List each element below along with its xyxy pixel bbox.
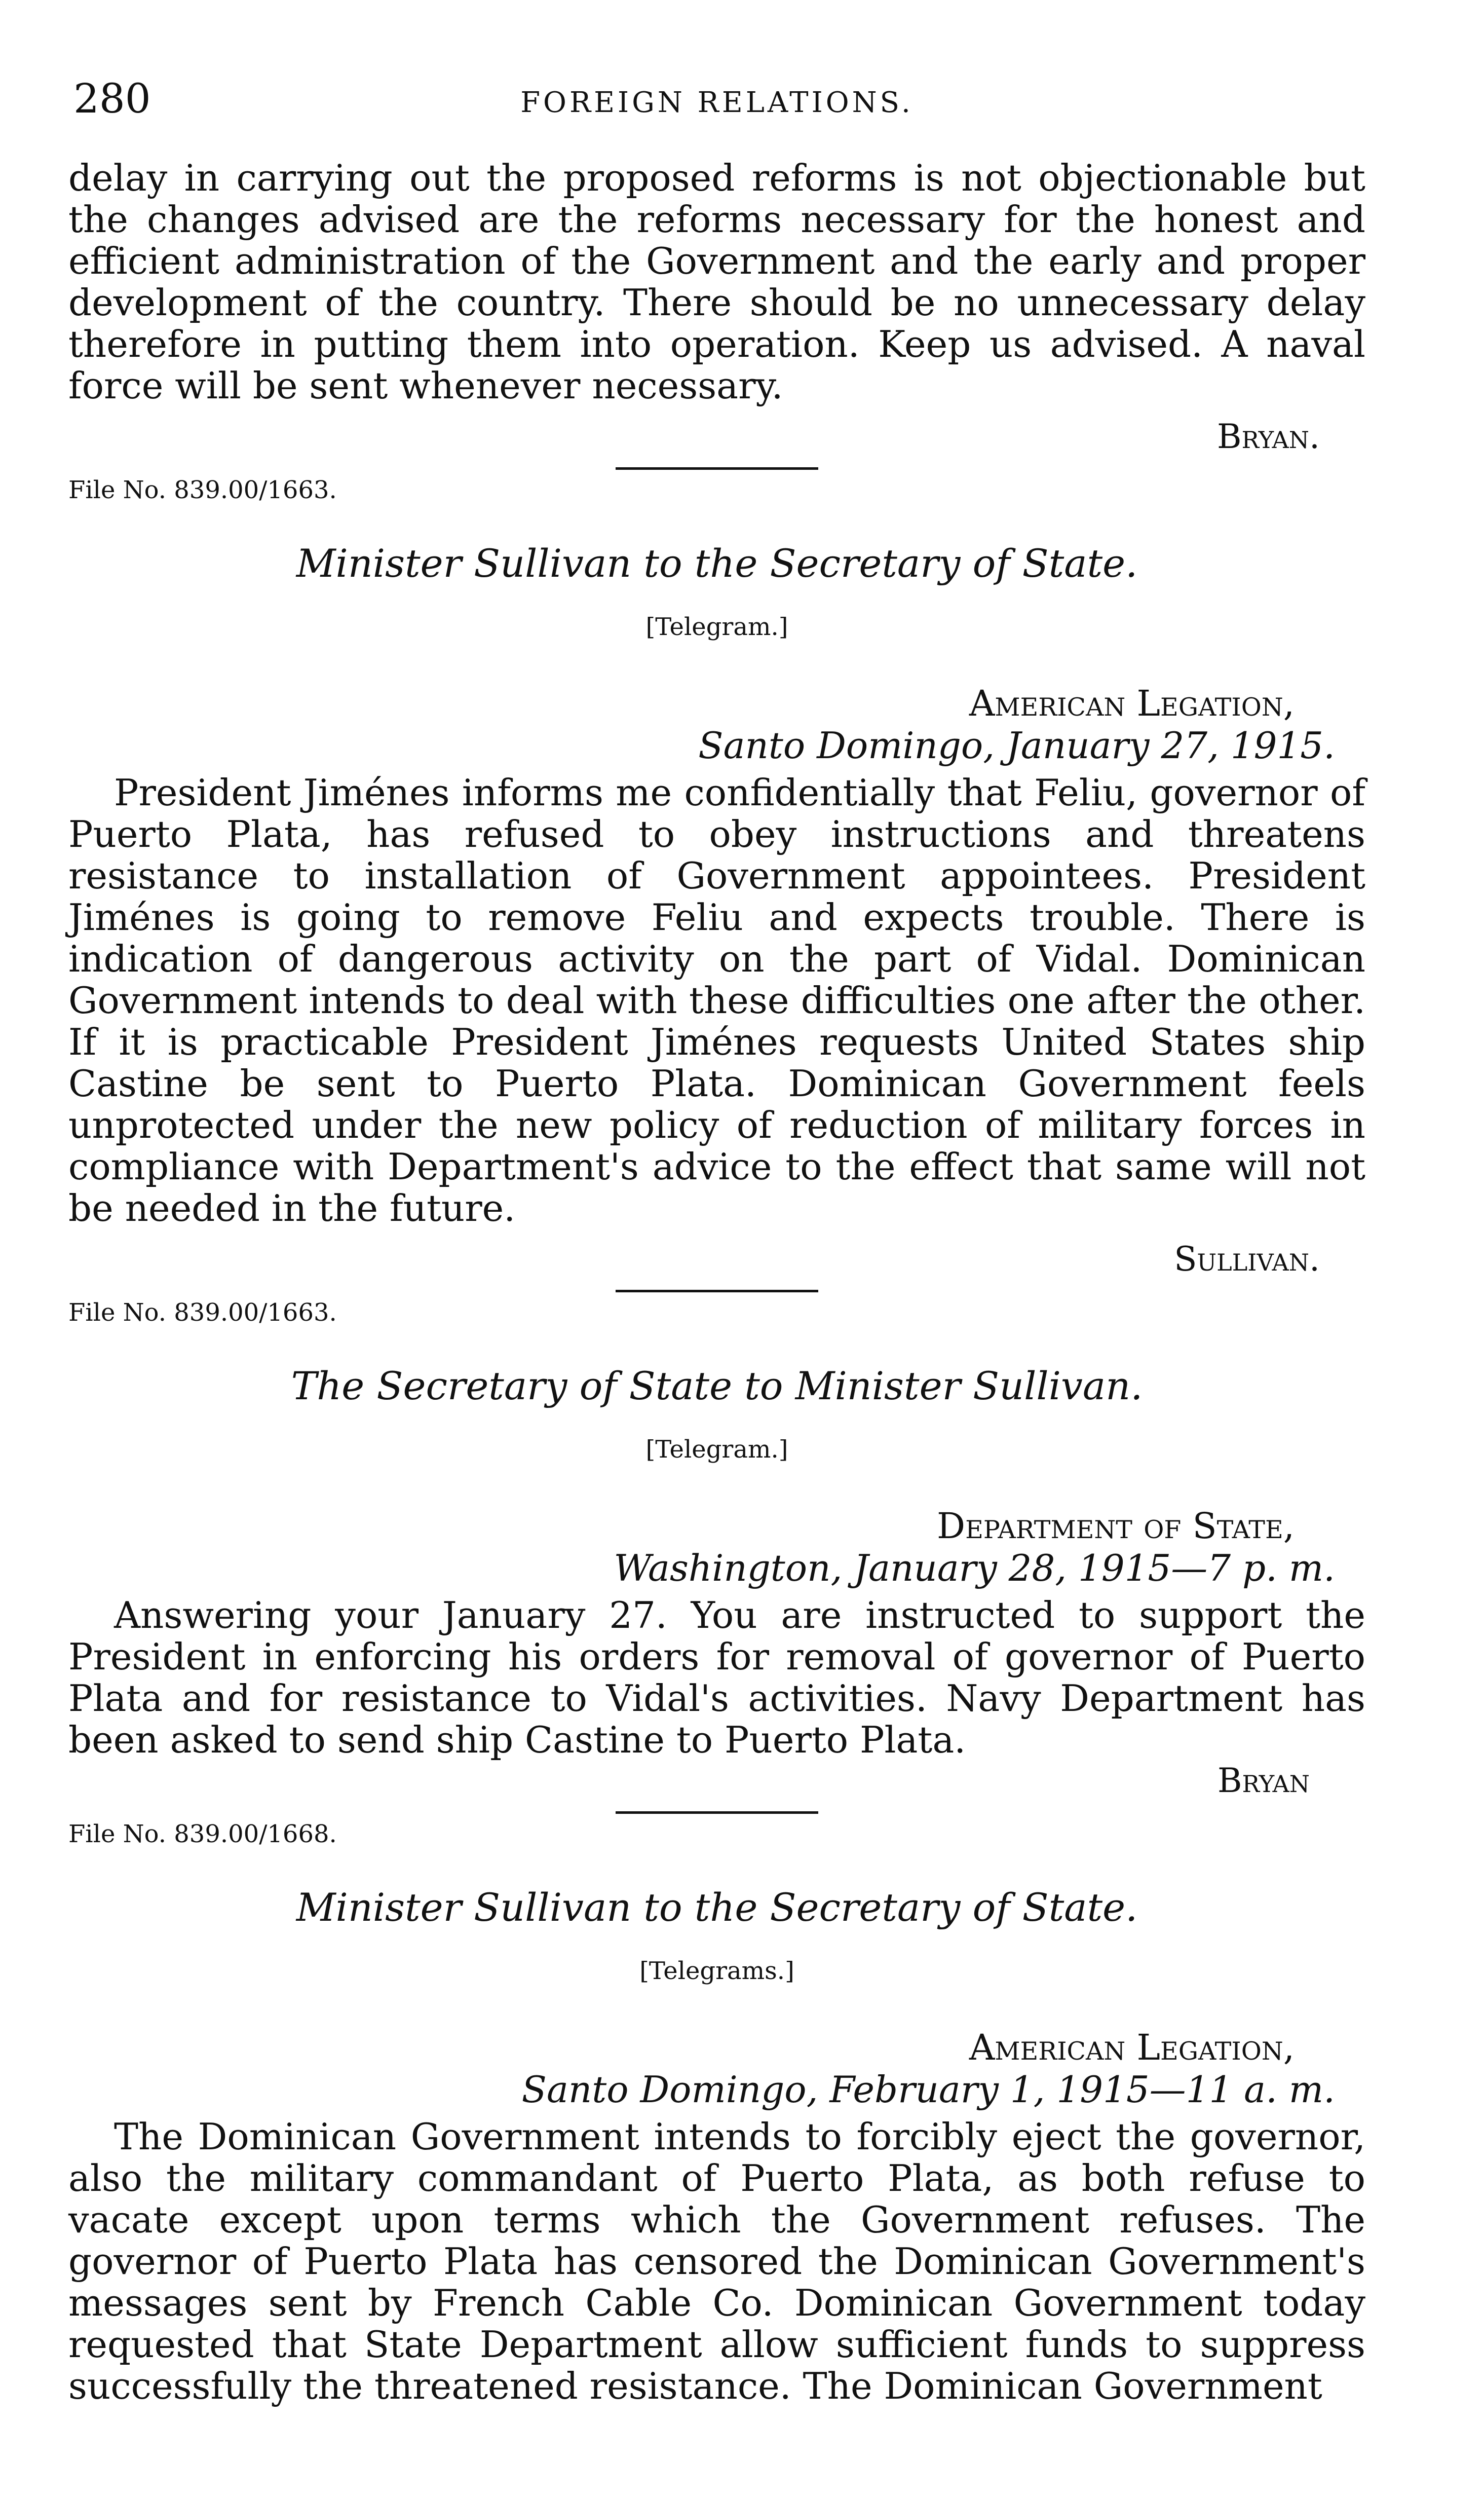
document-kind: [Telegrams.] [639, 1957, 794, 1985]
sender-address: American Legation, [969, 2027, 1295, 2068]
dateline: Santo Domingo, January 27, 1915. [698, 724, 1335, 767]
sender-address: American Legation, [969, 683, 1295, 724]
document-title: Minister Sullivan to the Secretary of State. [296, 541, 1138, 586]
document-title: Minister Sullivan to the Secretary of State. [296, 1885, 1138, 1930]
telegram-body: The Dominican Government intends to forcibly eject the governor, also the military commandant of Puerto Plata, as both refuse to vacate except upon terms which the Government refuses. The governor of Puerto Plata has censored the Dominican Government's messages sent by French Cable Co. Dominican Government today requested that State Department allow sufficient funds to suppress successfully the threatened resistance. The Dominican Government [68, 2115, 1365, 2407]
dateline: Washington, January 28, 1915—7 p. m. [614, 1547, 1335, 1589]
document-kind: [Telegram.] [645, 613, 788, 641]
document-title: The Secretary of State to Minister Sullivan. [291, 1363, 1143, 1408]
file-number: File No. 839.00/1663. [68, 1298, 337, 1327]
section-divider [616, 1811, 818, 1814]
telegram-body: Answering your January 27. You are instructed to support the President in enforcing his orders for removal of governor of Puerto Plata and for resistance to Vidal's activities. Navy Department has been asked to send ship Castine to Puerto Plata. [68, 1594, 1365, 1761]
page-header [68, 73, 1365, 129]
sender-address: Department of State, [936, 1505, 1295, 1547]
continued-paragraph: delay in carrying out the proposed reforms is not objectionable but the changes advised are the reforms necessary for the honest and efficient administration of the Government and the early and proper development of the country. There should be no unnecessary delay therefore in putting them into operation. Keep us advised. A naval force will be sent whenever necessary. [68, 157, 1365, 407]
signature-sullivan: Sullivan. [1174, 1240, 1320, 1279]
signature-bryan: Bryan [1217, 1761, 1310, 1800]
page-number: 280 [73, 75, 151, 122]
telegram-body: President Jiménes informs me confidentially that Feliu, governor of Puerto Plata, has refused to obey instructions and threatens resistance to installation of Government appointees. President Jiménes is going to remove Feliu and expects trouble. There is indication of dangerous activity on the part of Vidal. Dominican Government intends to deal with these difficulties one after the other. If it is practicable President Jiménes requests United States ship Castine be sent to Puerto Plata. Dominican Government feels unprotected under the new policy of reduction of military forces in compliance with Department's advice to the effect that same will not be needed in the future. [68, 771, 1365, 1229]
file-number: File No. 839.00/1663. [68, 476, 337, 504]
signature-bryan: Bryan. [1217, 417, 1320, 456]
dateline: Santo Domingo, February 1, 1915—11 a. m. [521, 2068, 1335, 2111]
section-divider [616, 467, 818, 470]
running-head: FOREIGN RELATIONS. [520, 86, 914, 119]
section-divider [616, 1290, 818, 1292]
document-kind: [Telegram.] [645, 1435, 788, 1464]
page-body [68, 157, 1365, 2407]
file-number: File No. 839.00/1668. [68, 1820, 337, 1848]
